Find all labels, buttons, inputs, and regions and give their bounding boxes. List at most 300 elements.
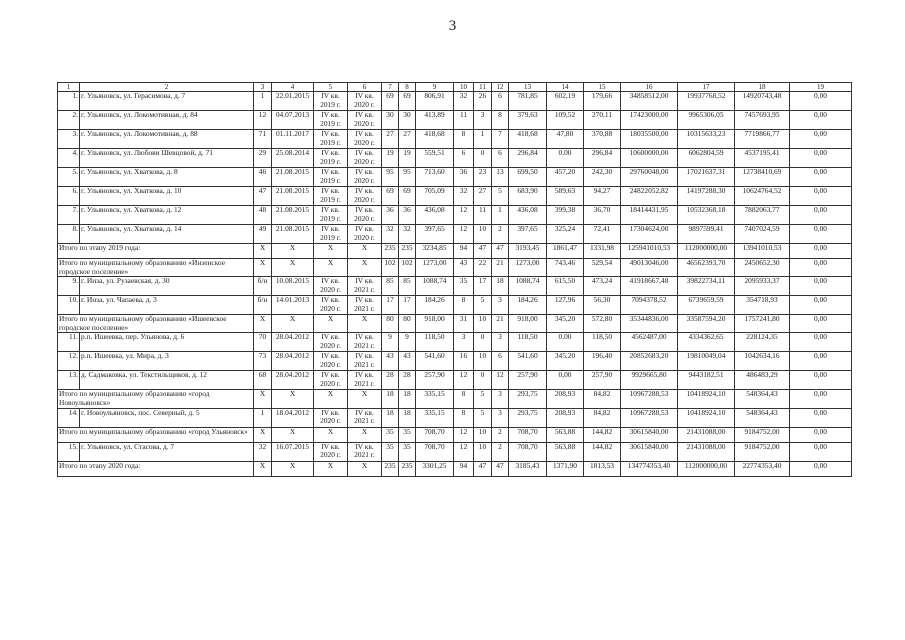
- table-cell: 47,80: [547, 130, 584, 149]
- table-cell: 18: [382, 408, 399, 427]
- table-cell: 27: [382, 130, 399, 149]
- table-cell: б/н: [254, 296, 272, 315]
- table-cell: 30: [382, 111, 399, 130]
- table-cell: 46562393,70: [678, 259, 735, 277]
- table-cell: 179,66: [584, 92, 621, 111]
- table-cell: Х: [314, 259, 348, 277]
- column-header: 11: [474, 83, 492, 92]
- table-cell: 2: [492, 442, 509, 461]
- address-cell: д. Садмаковка, ул. Текстильщиков, д. 12: [80, 371, 254, 390]
- table-cell: 9184752,00: [735, 427, 790, 442]
- table-cell: 6: [454, 149, 474, 168]
- table-cell: 10600000,00: [621, 149, 678, 168]
- address-cell: р.п. Ишеевка, ул. Мира, д. 3: [80, 352, 254, 371]
- table-cell: Х: [348, 427, 382, 442]
- table-cell: 9: [382, 333, 399, 352]
- table-cell: Х: [254, 390, 272, 408]
- table-cell: 705,09: [416, 187, 454, 206]
- table-cell: 10532368,18: [678, 206, 735, 225]
- table-cell: 6.: [58, 187, 80, 206]
- address-cell: г. Ульяновск, ул. Хваткова, д. 8: [80, 168, 254, 187]
- table-cell: Х: [272, 427, 314, 442]
- table-row: [58, 408, 852, 427]
- table-cell: Х: [314, 390, 348, 408]
- table-cell: 708,70: [416, 427, 454, 442]
- column-header: 10: [454, 83, 474, 92]
- table-cell: 68: [254, 371, 272, 390]
- table-cell: 1757241,80: [735, 315, 790, 333]
- table-cell: 2: [492, 225, 509, 244]
- table-cell: 18: [399, 390, 416, 408]
- table-cell: Х: [272, 259, 314, 277]
- table-cell: 69: [382, 187, 399, 206]
- table-cell: Х: [348, 259, 382, 277]
- table-cell: 5: [474, 390, 492, 408]
- table-cell: 208,93: [547, 408, 584, 427]
- table-cell: 28.04.2012: [272, 333, 314, 352]
- table-cell: 8: [492, 111, 509, 130]
- column-header: 14: [547, 83, 584, 92]
- summary-row: [58, 461, 852, 476]
- table-cell: 10: [474, 225, 492, 244]
- table-cell: IV кв. 2021 г.: [348, 277, 382, 296]
- table-cell: 708,70: [509, 427, 547, 442]
- table-cell: 6: [492, 352, 509, 371]
- table-cell: 32: [254, 442, 272, 461]
- table-cell: 257,90: [509, 371, 547, 390]
- table-cell: 95: [382, 168, 399, 187]
- summary-row: [58, 259, 852, 277]
- table-cell: 0,00: [790, 296, 852, 315]
- table-cell: 95: [399, 168, 416, 187]
- table-cell: 325,24: [547, 225, 584, 244]
- table-cell: 14.01.2013: [272, 296, 314, 315]
- table-row: [58, 371, 852, 390]
- table-cell: 4.: [58, 149, 80, 168]
- table-cell: 0,00: [790, 168, 852, 187]
- table-cell: 35: [382, 442, 399, 461]
- table-cell: 28.04.2012: [272, 371, 314, 390]
- table-cell: 109,52: [547, 111, 584, 130]
- table-cell: 16.07.2015: [272, 442, 314, 461]
- table-cell: 21: [492, 259, 509, 277]
- table-cell: IV кв. 2019 г.: [314, 149, 348, 168]
- table-cell: IV кв. 2019 г.: [314, 111, 348, 130]
- summary-label: Итого по этапу 2019 года:: [58, 244, 254, 259]
- table-row: [58, 149, 852, 168]
- table-cell: 257,90: [416, 371, 454, 390]
- table-cell: 56,30: [584, 296, 621, 315]
- table-cell: 3: [492, 296, 509, 315]
- table-cell: 235: [382, 461, 399, 476]
- column-header: 5: [314, 83, 348, 92]
- table-cell: 29760048,00: [621, 168, 678, 187]
- table-cell: 6: [492, 149, 509, 168]
- table-cell: IV кв. 2019 г.: [314, 168, 348, 187]
- column-header: 9: [416, 83, 454, 92]
- table-cell: 102: [399, 259, 416, 277]
- table-cell: 12: [454, 371, 474, 390]
- column-header: 16: [621, 83, 678, 92]
- table-cell: IV кв. 2020 г.: [314, 371, 348, 390]
- table-cell: IV кв. 2019 г.: [314, 225, 348, 244]
- table-cell: 48: [254, 206, 272, 225]
- address-cell: г. Инза, ул. Рузаевская, д. 30: [80, 277, 254, 296]
- table-cell: 4562487,00: [621, 333, 678, 352]
- table-cell: 47: [254, 187, 272, 206]
- table-cell: 713,60: [416, 168, 454, 187]
- table-cell: 0,00: [790, 259, 852, 277]
- table-cell: 418,68: [509, 130, 547, 149]
- housing-table: [57, 82, 851, 477]
- table-cell: 184,26: [509, 296, 547, 315]
- table-cell: 12: [454, 225, 474, 244]
- table-cell: 10.: [58, 296, 80, 315]
- table-cell: 418,68: [416, 130, 454, 149]
- table-cell: Х: [254, 427, 272, 442]
- summary-label: Итого по муниципальному образованию «город Новоульяновск»: [58, 390, 254, 408]
- table-cell: 4334362,65: [678, 333, 735, 352]
- table-cell: IV кв. 2020 г.: [314, 352, 348, 371]
- table-cell: 12: [454, 427, 474, 442]
- table-cell: IV кв. 2020 г.: [314, 277, 348, 296]
- table-cell: 1088,74: [416, 277, 454, 296]
- table-cell: 0,00: [790, 206, 852, 225]
- table-cell: 10: [474, 315, 492, 333]
- table-cell: IV кв. 2021 г.: [348, 333, 382, 352]
- table-cell: 918,00: [509, 315, 547, 333]
- table-cell: 134774353,40: [621, 461, 678, 476]
- table-cell: 296,84: [584, 149, 621, 168]
- table-cell: 397,65: [509, 225, 547, 244]
- table-cell: 18: [382, 390, 399, 408]
- table-cell: 0,00: [790, 277, 852, 296]
- table-cell: 21431088,00: [678, 427, 735, 442]
- address-cell: г. Инза, ул. Чапаева, д. 3: [80, 296, 254, 315]
- table-cell: 33587594,20: [678, 315, 735, 333]
- table-cell: IV кв. 2021 г.: [348, 442, 382, 461]
- table-cell: 1: [254, 92, 272, 111]
- table-cell: 0,00: [790, 244, 852, 259]
- table-cell: 112000000,00: [678, 461, 735, 476]
- address-cell: г. Ульяновск, ул. Стасова, д. 7: [80, 442, 254, 461]
- data-table: [57, 82, 852, 477]
- table-row: [58, 187, 852, 206]
- table-cell: 0,00: [790, 315, 852, 333]
- table-cell: 602,19: [547, 92, 584, 111]
- table-cell: 708,70: [509, 442, 547, 461]
- table-cell: 379,63: [509, 111, 547, 130]
- table-cell: 12738410,69: [735, 168, 790, 187]
- table-cell: IV кв. 2020 г.: [348, 206, 382, 225]
- table-cell: 18: [492, 277, 509, 296]
- table-cell: 43: [399, 352, 416, 371]
- table-cell: 47: [474, 244, 492, 259]
- table-cell: 7.: [58, 206, 80, 225]
- table-cell: 2450652,30: [735, 259, 790, 277]
- table-cell: Х: [314, 461, 348, 476]
- table-cell: 11: [454, 111, 474, 130]
- column-header: 2: [80, 83, 254, 92]
- table-cell: IV кв. 2019 г.: [314, 206, 348, 225]
- table-cell: IV кв. 2020 г.: [314, 333, 348, 352]
- table-cell: 0,00: [790, 461, 852, 476]
- table-cell: 8: [454, 296, 474, 315]
- table-cell: 0,00: [547, 333, 584, 352]
- table-cell: 457,20: [547, 168, 584, 187]
- table-cell: 47: [492, 244, 509, 259]
- table-cell: Х: [254, 315, 272, 333]
- table-row: [58, 168, 852, 187]
- table-cell: 16: [454, 352, 474, 371]
- table-cell: 84,82: [584, 390, 621, 408]
- table-cell: 21: [492, 315, 509, 333]
- table-cell: 21.08.2015: [272, 187, 314, 206]
- table-cell: Х: [272, 244, 314, 259]
- table-cell: 6: [492, 92, 509, 111]
- table-cell: 27: [474, 187, 492, 206]
- table-cell: 10418924,10: [678, 408, 735, 427]
- table-cell: 5: [474, 408, 492, 427]
- table-cell: IV кв. 2021 г.: [348, 408, 382, 427]
- table-cell: 257,90: [584, 371, 621, 390]
- table-cell: Х: [314, 244, 348, 259]
- table-cell: 7457693,95: [735, 111, 790, 130]
- address-cell: г. Ульяновск, ул. Хваткова, д. 12: [80, 206, 254, 225]
- summary-row: [58, 244, 852, 259]
- summary-label: Итого по муниципальному образованию «Ишеевское городское поселение»: [58, 315, 254, 333]
- table-cell: 7719866,77: [735, 130, 790, 149]
- table-cell: 1: [254, 408, 272, 427]
- column-header: 3: [254, 83, 272, 92]
- table-cell: 1088,74: [509, 277, 547, 296]
- table-cell: 559,51: [416, 149, 454, 168]
- table-cell: 14.: [58, 408, 80, 427]
- table-cell: 46: [254, 168, 272, 187]
- table-cell: 43: [454, 259, 474, 277]
- table-cell: 49: [254, 225, 272, 244]
- table-cell: 1: [492, 206, 509, 225]
- table-cell: IV кв. 2020 г.: [348, 225, 382, 244]
- table-cell: 17304624,00: [621, 225, 678, 244]
- table-cell: 3: [492, 390, 509, 408]
- table-cell: 10: [474, 442, 492, 461]
- table-cell: 17: [399, 296, 416, 315]
- table-cell: 18: [399, 408, 416, 427]
- table-cell: 118,50: [509, 333, 547, 352]
- table-cell: 26: [474, 92, 492, 111]
- table-cell: 12: [454, 442, 474, 461]
- table-cell: 22.01.2015: [272, 92, 314, 111]
- table-cell: 0,00: [790, 408, 852, 427]
- table-cell: 118,50: [584, 333, 621, 352]
- table-cell: 118,50: [416, 333, 454, 352]
- table-cell: 0,00: [790, 187, 852, 206]
- table-cell: 8.: [58, 225, 80, 244]
- table-row: [58, 333, 852, 352]
- table-cell: 35344836,00: [621, 315, 678, 333]
- table-cell: 228124,35: [735, 333, 790, 352]
- table-cell: IV кв. 2020 г.: [348, 168, 382, 187]
- table-cell: 0,00: [790, 442, 852, 461]
- table-cell: 683,90: [509, 187, 547, 206]
- table-cell: 9897599,41: [678, 225, 735, 244]
- table-cell: Х: [254, 259, 272, 277]
- table-cell: 9443182,51: [678, 371, 735, 390]
- table-row: [58, 442, 852, 461]
- table-cell: Х: [272, 315, 314, 333]
- table-cell: 73: [254, 352, 272, 371]
- table-cell: 0,00: [790, 371, 852, 390]
- table-cell: 18035500,00: [621, 130, 678, 149]
- header-row: [58, 83, 852, 92]
- table-cell: 1.: [58, 92, 80, 111]
- table-cell: 235: [399, 244, 416, 259]
- table-row: [58, 352, 852, 371]
- table-cell: 0: [474, 149, 492, 168]
- table-cell: 293,75: [509, 390, 547, 408]
- column-header: 19: [790, 83, 852, 92]
- page-number: 3: [448, 18, 457, 34]
- column-header: 18: [735, 83, 790, 92]
- table-cell: 17: [382, 296, 399, 315]
- table-cell: Х: [348, 461, 382, 476]
- table-cell: 7882063,77: [735, 206, 790, 225]
- address-cell: г. Ульяновск, ул. Локомотивная, д. 84: [80, 111, 254, 130]
- column-header: 4: [272, 83, 314, 92]
- table-cell: 399,38: [547, 206, 584, 225]
- column-header: 7: [382, 83, 399, 92]
- table-cell: 85: [399, 277, 416, 296]
- table-cell: 11.: [58, 333, 80, 352]
- address-cell: г. Ульяновск, ул. Герасимова, д. 7: [80, 92, 254, 111]
- table-cell: 19937768,52: [678, 92, 735, 111]
- table-cell: 1861,47: [547, 244, 584, 259]
- table-cell: IV кв. 2020 г.: [314, 442, 348, 461]
- table-cell: 3: [492, 408, 509, 427]
- table-cell: 69: [382, 92, 399, 111]
- table-cell: 10.08.2015: [272, 277, 314, 296]
- table-cell: 69: [399, 92, 416, 111]
- table-cell: 22774353,40: [735, 461, 790, 476]
- table-cell: 708,70: [416, 442, 454, 461]
- table-cell: 0,00: [790, 352, 852, 371]
- table-cell: Х: [272, 461, 314, 476]
- table-cell: 781,85: [509, 92, 547, 111]
- table-cell: 14920743,48: [735, 92, 790, 111]
- table-cell: 0,00: [547, 149, 584, 168]
- table-cell: 1273,00: [416, 259, 454, 277]
- column-header: 8: [399, 83, 416, 92]
- summary-label: Итого по муниципальному образованию «Инзенское городское поселение»: [58, 259, 254, 277]
- table-cell: 21.08.2015: [272, 225, 314, 244]
- table-cell: 529,54: [584, 259, 621, 277]
- table-cell: 21.08.2015: [272, 168, 314, 187]
- table-cell: 370,88: [584, 130, 621, 149]
- table-cell: 413,89: [416, 111, 454, 130]
- summary-label: Итого по муниципальному образованию «город Ульяновск»: [58, 427, 254, 442]
- table-cell: 5: [474, 296, 492, 315]
- table-cell: 04.07.2013: [272, 111, 314, 130]
- table-cell: 3: [454, 333, 474, 352]
- table-cell: 94,27: [584, 187, 621, 206]
- table-cell: 0,00: [790, 92, 852, 111]
- table-cell: 30615840,00: [621, 442, 678, 461]
- table-cell: 84,82: [584, 408, 621, 427]
- table-cell: 3185,43: [509, 461, 547, 476]
- table-cell: 28: [382, 371, 399, 390]
- address-cell: р.п. Ишеевка, пер. Ульянова, д. 6: [80, 333, 254, 352]
- table-cell: 94: [454, 244, 474, 259]
- summary-label: Итого по этапу 2020 года:: [58, 461, 254, 476]
- table-cell: 94: [454, 461, 474, 476]
- table-cell: 39822734,11: [678, 277, 735, 296]
- address-cell: г. Новоульяновск, пос. Северный, д. 5: [80, 408, 254, 427]
- table-cell: 14197288,30: [678, 187, 735, 206]
- table-cell: 12: [492, 371, 509, 390]
- table-cell: 35: [382, 427, 399, 442]
- table-cell: 335,15: [416, 390, 454, 408]
- table-cell: 27: [399, 130, 416, 149]
- table-cell: Х: [314, 315, 348, 333]
- table-cell: 71: [254, 130, 272, 149]
- table-cell: 5: [492, 187, 509, 206]
- table-cell: 34858512,00: [621, 92, 678, 111]
- table-cell: 2: [492, 427, 509, 442]
- table-cell: Х: [348, 244, 382, 259]
- table-cell: IV кв. 2020 г.: [348, 111, 382, 130]
- column-header: 1: [58, 83, 80, 92]
- table-cell: 125941010,53: [621, 244, 678, 259]
- column-header: 13: [509, 83, 547, 92]
- table-cell: 47: [474, 461, 492, 476]
- table-cell: IV кв. 2020 г.: [314, 408, 348, 427]
- table-cell: 0: [474, 371, 492, 390]
- table-cell: 0,00: [790, 111, 852, 130]
- table-cell: 9.: [58, 277, 80, 296]
- address-cell: г. Ульяновск, ул. Хваткова, д. 14: [80, 225, 254, 244]
- table-cell: 11: [474, 206, 492, 225]
- table-cell: 235: [382, 244, 399, 259]
- table-cell: 699,50: [509, 168, 547, 187]
- table-cell: 0,00: [790, 149, 852, 168]
- table-cell: 36: [399, 206, 416, 225]
- table-cell: 24822052,82: [621, 187, 678, 206]
- table-cell: Х: [348, 315, 382, 333]
- table-cell: 13: [492, 168, 509, 187]
- table-cell: 18414431,95: [621, 206, 678, 225]
- table-cell: 80: [399, 315, 416, 333]
- table-cell: IV кв. 2021 г.: [348, 296, 382, 315]
- table-cell: 436,08: [416, 206, 454, 225]
- table-cell: 0,00: [790, 130, 852, 149]
- column-header: 17: [678, 83, 735, 92]
- table-row: [58, 296, 852, 315]
- table-cell: IV кв. 2020 г.: [348, 149, 382, 168]
- table-cell: 1: [474, 130, 492, 149]
- table-cell: 10967288,53: [621, 408, 678, 427]
- table-cell: 563,88: [547, 442, 584, 461]
- table-cell: 30615840,00: [621, 427, 678, 442]
- table-cell: 548364,43: [735, 390, 790, 408]
- table-cell: 13.: [58, 371, 80, 390]
- table-cell: 196,40: [584, 352, 621, 371]
- table-cell: 354718,93: [735, 296, 790, 315]
- table-cell: 127,96: [547, 296, 584, 315]
- table-cell: б/н: [254, 277, 272, 296]
- table-cell: 2.: [58, 111, 80, 130]
- table-cell: 345,20: [547, 315, 584, 333]
